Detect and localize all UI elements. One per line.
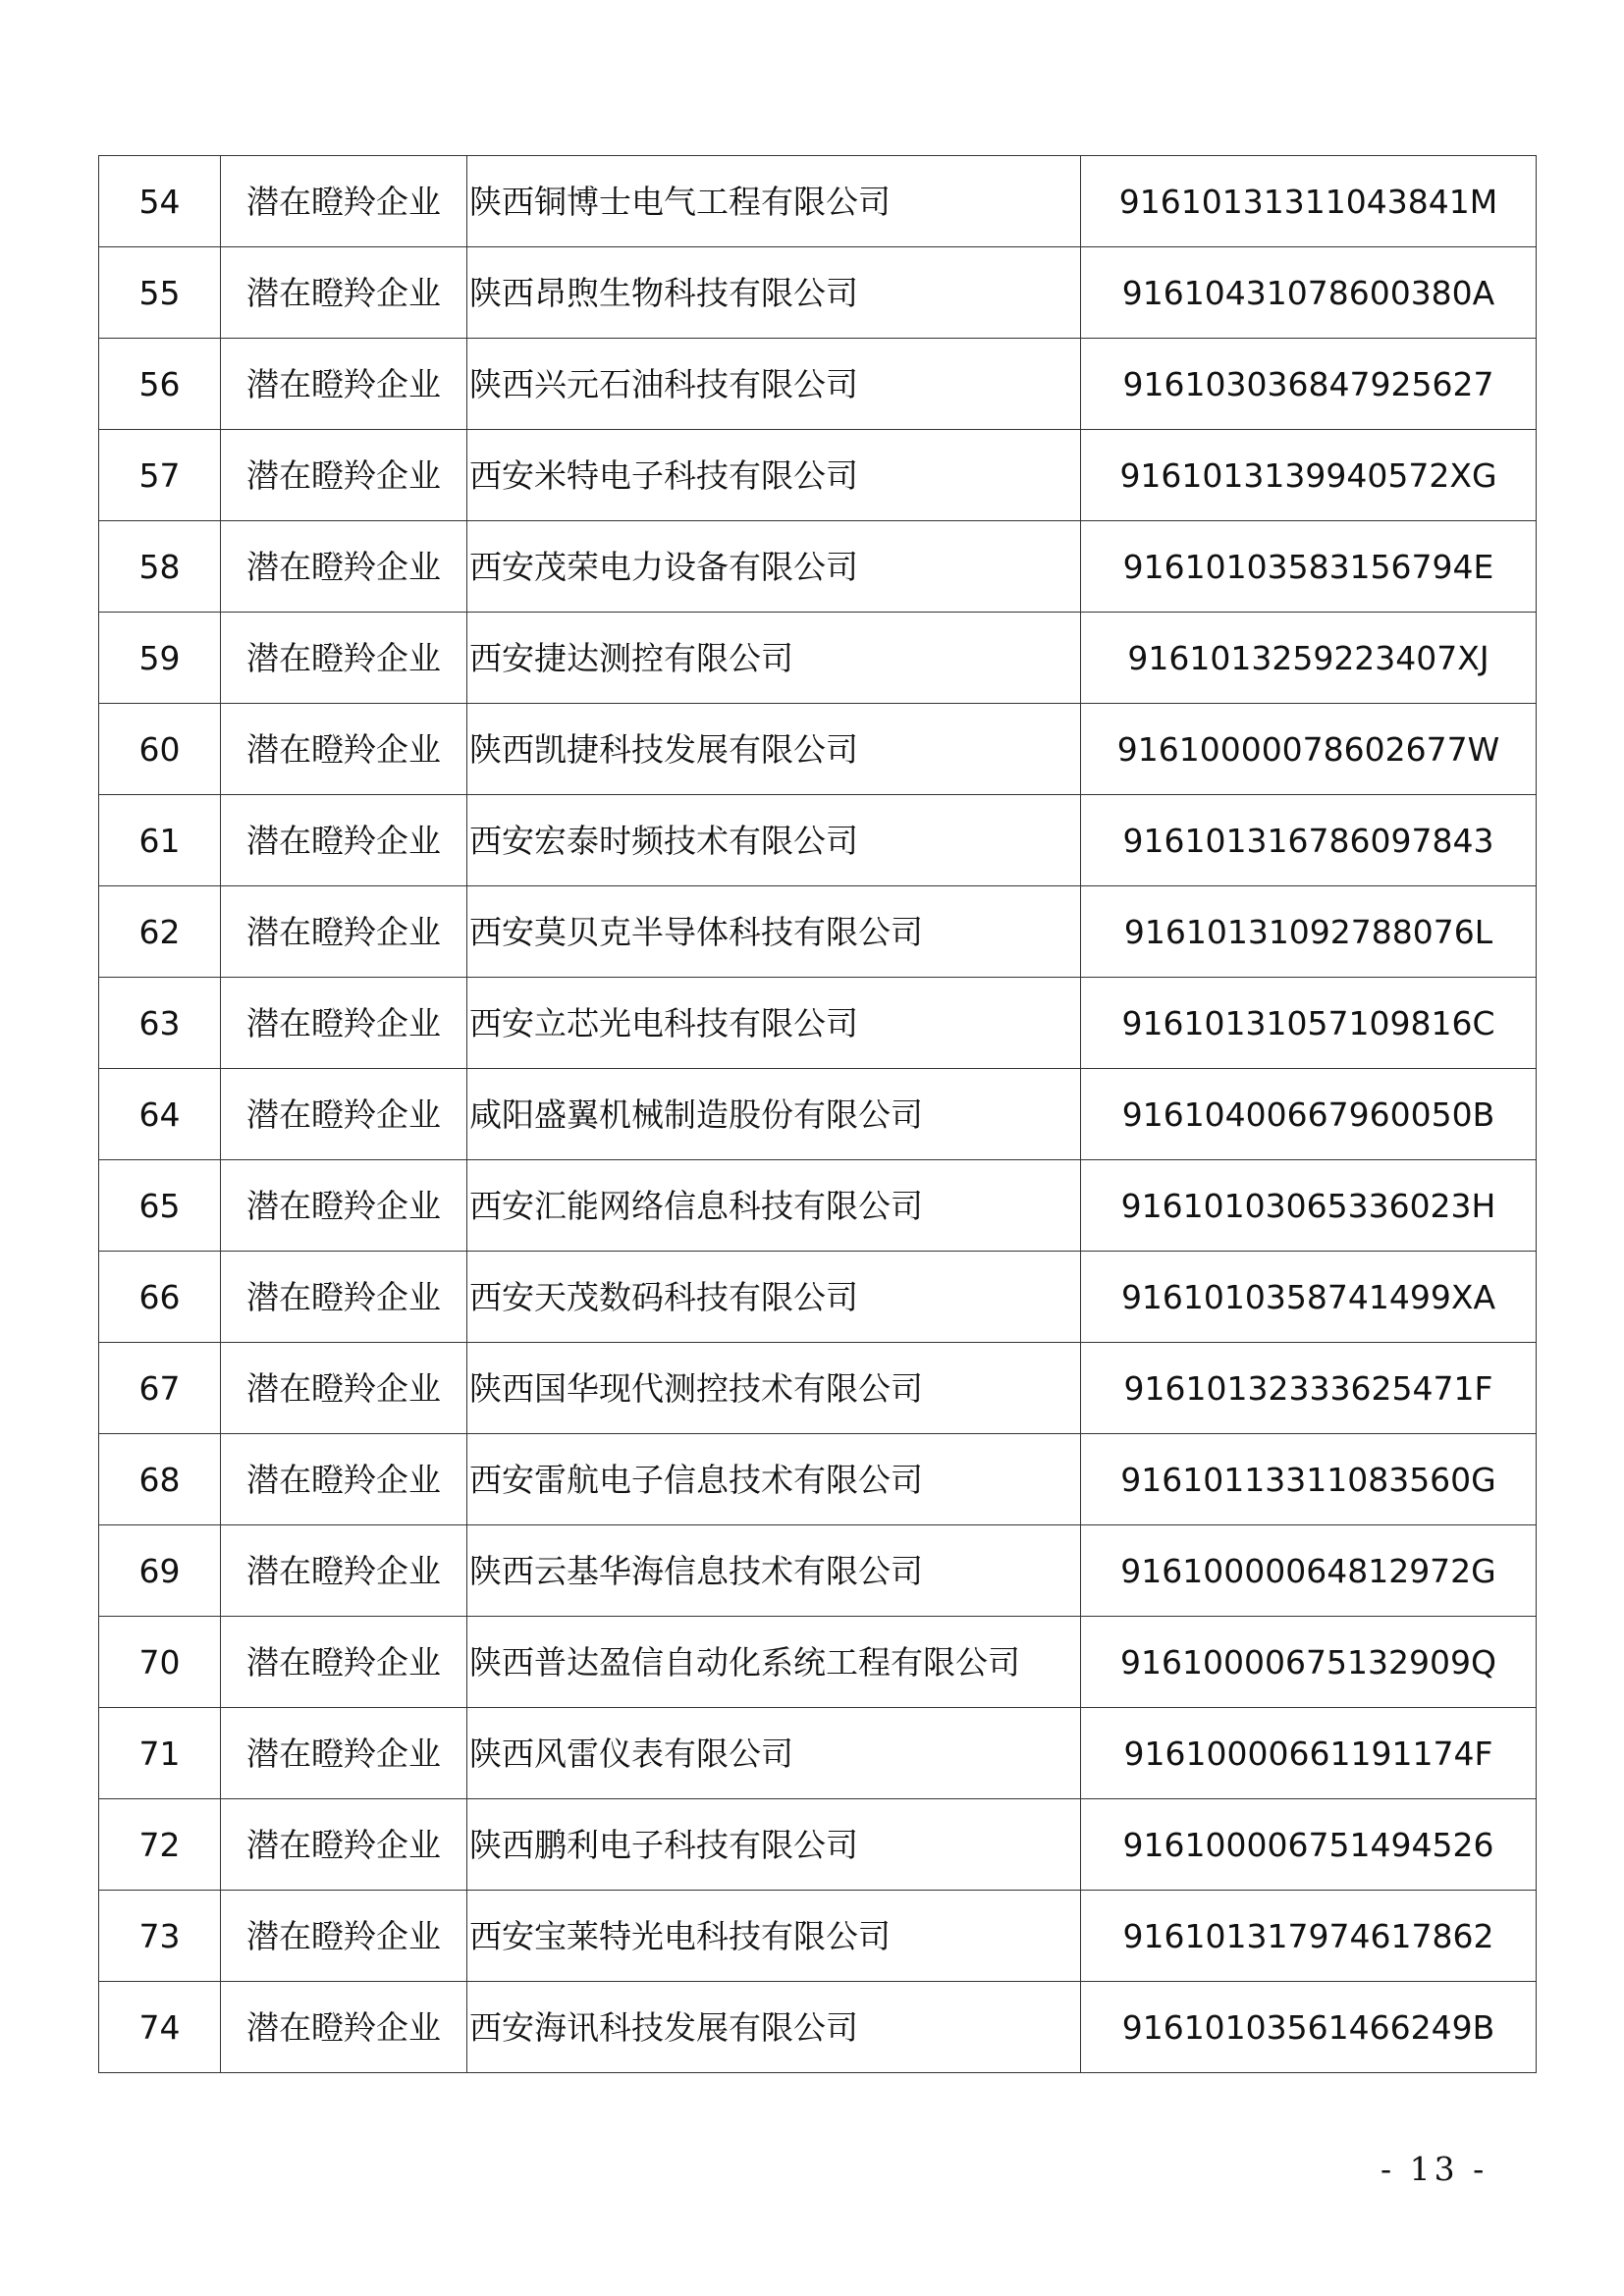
- table-row: [99, 1160, 1537, 1252]
- table-row: [99, 978, 1537, 1069]
- table-row: [99, 613, 1537, 704]
- enterprise-type: 潜在瞪羚企业: [221, 1708, 467, 1799]
- credit-code: 91610000661191174F: [1081, 1708, 1537, 1799]
- company-name: 西安天茂数码科技有限公司: [467, 1252, 1081, 1343]
- enterprise-type: 潜在瞪羚企业: [221, 1343, 467, 1434]
- company-name: 西安海讯科技发展有限公司: [467, 1982, 1081, 2073]
- enterprise-type: 潜在瞪羚企业: [221, 247, 467, 339]
- company-name: 陕西兴元石油科技有限公司: [467, 339, 1081, 430]
- company-name: 西安立芯光电科技有限公司: [467, 978, 1081, 1069]
- row-number: 74: [99, 1982, 221, 2073]
- credit-code: 916103036847925627: [1081, 339, 1537, 430]
- row-number: 66: [99, 1252, 221, 1343]
- row-number: 60: [99, 704, 221, 795]
- enterprise-type: 潜在瞪羚企业: [221, 1160, 467, 1252]
- row-number: 64: [99, 1069, 221, 1160]
- enterprise-type: 潜在瞪羚企业: [221, 1982, 467, 2073]
- row-number: 56: [99, 339, 221, 430]
- enterprise-type: 潜在瞪羚企业: [221, 339, 467, 430]
- table-row: [99, 521, 1537, 613]
- company-name: 西安茂荣电力设备有限公司: [467, 521, 1081, 613]
- page-number: - 13 -: [1380, 2150, 1489, 2188]
- company-name: 陕西铜博士电气工程有限公司: [467, 156, 1081, 247]
- credit-code: 91610132333625471F: [1081, 1343, 1537, 1434]
- credit-code: 916101316786097843: [1081, 795, 1537, 886]
- row-number: 65: [99, 1160, 221, 1252]
- company-name: 西安宝莱特光电科技有限公司: [467, 1891, 1081, 1982]
- table-row: [99, 886, 1537, 978]
- row-number: 68: [99, 1434, 221, 1525]
- row-number: 73: [99, 1891, 221, 1982]
- company-name: 陕西昂煦生物科技有限公司: [467, 247, 1081, 339]
- table-row: [99, 1708, 1537, 1799]
- enterprise-type: 潜在瞪羚企业: [221, 704, 467, 795]
- row-number: 70: [99, 1617, 221, 1708]
- company-name: 西安雷航电子信息技术有限公司: [467, 1434, 1081, 1525]
- enterprise-type: 潜在瞪羚企业: [221, 1252, 467, 1343]
- credit-code: 91610000064812972G: [1081, 1525, 1537, 1617]
- credit-code: 91610431078600380A: [1081, 247, 1537, 339]
- enterprise-type: 潜在瞪羚企业: [221, 1891, 467, 1982]
- credit-code: 91610131311043841M: [1081, 156, 1537, 247]
- credit-code: 9161010358741499XA: [1081, 1252, 1537, 1343]
- row-number: 71: [99, 1708, 221, 1799]
- table-row: [99, 1891, 1537, 1982]
- company-name: 西安汇能网络信息科技有限公司: [467, 1160, 1081, 1252]
- row-number: 58: [99, 521, 221, 613]
- enterprise-type: 潜在瞪羚企业: [221, 1617, 467, 1708]
- company-name: 陕西普达盈信自动化系统工程有限公司: [467, 1617, 1081, 1708]
- company-name: 陕西风雷仪表有限公司: [467, 1708, 1081, 1799]
- credit-code: 9161013259223407XJ: [1081, 613, 1537, 704]
- enterprise-type: 潜在瞪羚企业: [221, 1525, 467, 1617]
- row-number: 62: [99, 886, 221, 978]
- table-row: [99, 1434, 1537, 1525]
- credit-code: 916101317974617862: [1081, 1891, 1537, 1982]
- row-number: 72: [99, 1799, 221, 1891]
- company-name: 陕西国华现代测控技术有限公司: [467, 1343, 1081, 1434]
- enterprise-type: 潜在瞪羚企业: [221, 156, 467, 247]
- credit-code: 91610113311083560G: [1081, 1434, 1537, 1525]
- credit-code: 91610103583156794E: [1081, 521, 1537, 613]
- credit-code: 9161013139940572XG: [1081, 430, 1537, 521]
- credit-code: 916100006751494526: [1081, 1799, 1537, 1891]
- row-number: 54: [99, 156, 221, 247]
- row-number: 61: [99, 795, 221, 886]
- company-name: 西安捷达测控有限公司: [467, 613, 1081, 704]
- table-row: [99, 430, 1537, 521]
- enterprise-table-body: [99, 156, 1537, 2073]
- company-name: 咸阳盛翼机械制造股份有限公司: [467, 1069, 1081, 1160]
- table-row: [99, 1069, 1537, 1160]
- table-row: [99, 1617, 1537, 1708]
- company-name: 陕西凯捷科技发展有限公司: [467, 704, 1081, 795]
- table-row: [99, 1525, 1537, 1617]
- credit-code: 91610000078602677W: [1081, 704, 1537, 795]
- row-number: 67: [99, 1343, 221, 1434]
- company-name: 陕西云基华海信息技术有限公司: [467, 1525, 1081, 1617]
- enterprise-type: 潜在瞪羚企业: [221, 521, 467, 613]
- company-name: 西安宏泰时频技术有限公司: [467, 795, 1081, 886]
- table-row: [99, 247, 1537, 339]
- credit-code: 91610400667960050B: [1081, 1069, 1537, 1160]
- row-number: 57: [99, 430, 221, 521]
- row-number: 59: [99, 613, 221, 704]
- table-row: [99, 156, 1537, 247]
- credit-code: 91610000675132909Q: [1081, 1617, 1537, 1708]
- enterprise-type: 潜在瞪羚企业: [221, 1799, 467, 1891]
- row-number: 55: [99, 247, 221, 339]
- table-row: [99, 339, 1537, 430]
- table-row: [99, 1252, 1537, 1343]
- enterprise-type: 潜在瞪羚企业: [221, 795, 467, 886]
- enterprise-table: [98, 155, 1537, 2073]
- credit-code: 91610103065336023H: [1081, 1160, 1537, 1252]
- table-row: [99, 1982, 1537, 2073]
- credit-code: 91610131092788076L: [1081, 886, 1537, 978]
- company-name: 西安米特电子科技有限公司: [467, 430, 1081, 521]
- table-row: [99, 1343, 1537, 1434]
- credit-code: 91610103561466249B: [1081, 1982, 1537, 2073]
- enterprise-type: 潜在瞪羚企业: [221, 430, 467, 521]
- enterprise-type: 潜在瞪羚企业: [221, 613, 467, 704]
- company-name: 陕西鹏利电子科技有限公司: [467, 1799, 1081, 1891]
- table-row: [99, 704, 1537, 795]
- row-number: 63: [99, 978, 221, 1069]
- credit-code: 91610131057109816C: [1081, 978, 1537, 1069]
- enterprise-type: 潜在瞪羚企业: [221, 1434, 467, 1525]
- enterprise-type: 潜在瞪羚企业: [221, 886, 467, 978]
- table-row: [99, 1799, 1537, 1891]
- enterprise-type: 潜在瞪羚企业: [221, 978, 467, 1069]
- enterprise-type: 潜在瞪羚企业: [221, 1069, 467, 1160]
- company-name: 西安莫贝克半导体科技有限公司: [467, 886, 1081, 978]
- row-number: 69: [99, 1525, 221, 1617]
- table-row: [99, 795, 1537, 886]
